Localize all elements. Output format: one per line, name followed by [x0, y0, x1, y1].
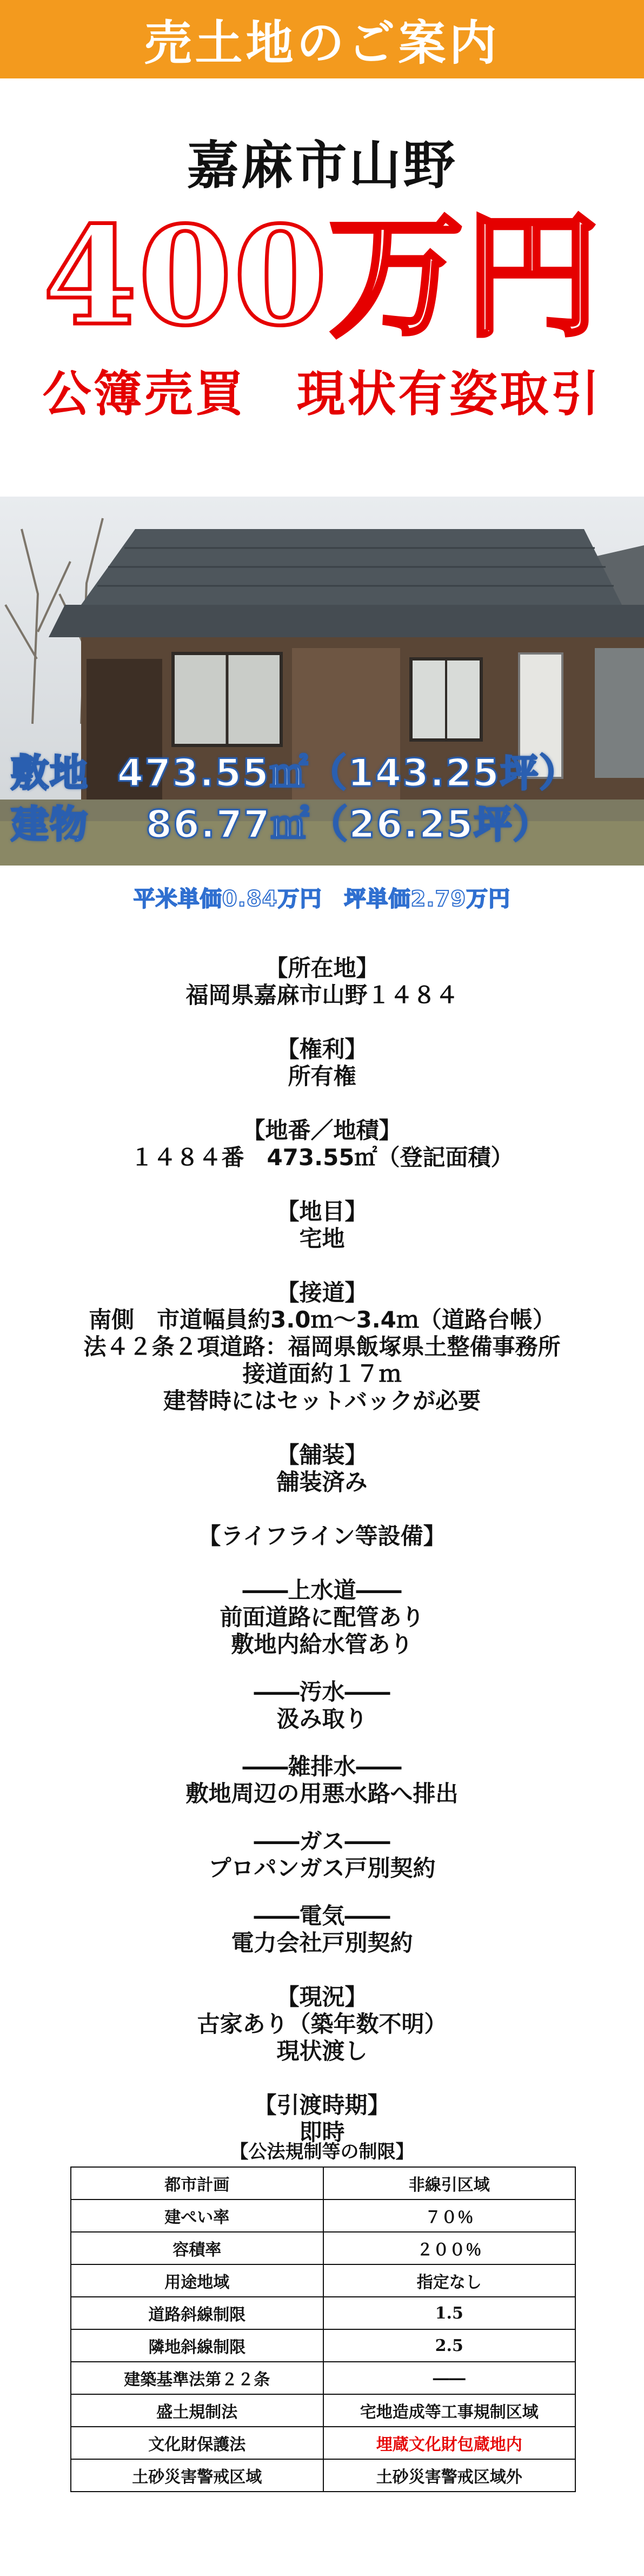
- reg-label: 建築基準法第２２条: [71, 2362, 323, 2394]
- reg-value: ７０％: [323, 2199, 576, 2232]
- reg-label: 道路斜線制限: [71, 2297, 323, 2329]
- table-row: [71, 2427, 575, 2459]
- lifeline-title: ――ガス――: [254, 1828, 390, 1854]
- table-row: [71, 2264, 575, 2297]
- detail-line: 福岡県嘉麻市山野１４８４: [185, 982, 459, 1008]
- regulations-title: 【公法規制等の制限】: [230, 2141, 414, 2163]
- table-row: [71, 2297, 575, 2329]
- reg-value: 宅地造成等工事規制区域: [323, 2394, 576, 2427]
- detail-heading: 【舗装】: [276, 1442, 368, 1468]
- lifeline-electricity: [0, 1903, 644, 1957]
- detail-line: プロパンガス戸別契約: [208, 1855, 436, 1881]
- detail-line: 舗装済み: [276, 1469, 368, 1495]
- property-details: [0, 955, 644, 2173]
- reg-label: 用途地域: [71, 2264, 323, 2297]
- reg-value: 指定なし: [323, 2264, 576, 2297]
- lifeline-title: ――汚水――: [254, 1679, 390, 1705]
- reg-label: 容積率: [71, 2232, 323, 2264]
- location-heading: 嘉麻市山野: [187, 135, 457, 196]
- detail-heading: 【地目】: [276, 1198, 368, 1225]
- detail-heading: 【権利】: [276, 1036, 368, 1062]
- reg-value: 非線引区域: [323, 2167, 576, 2199]
- banner-title: 売土地のご案内: [144, 15, 500, 71]
- detail-line: 宅地: [299, 1225, 345, 1252]
- reg-value: 土砂災害警戒区域外: [323, 2459, 576, 2492]
- lifeline-title: ――電気――: [254, 1903, 390, 1929]
- detail-line: 南側 市道幅員約3.0ｍ～3.4ｍ（道路台帳）: [89, 1306, 555, 1333]
- detail-line: 敷地周辺の用悪水路へ排出: [185, 1780, 459, 1807]
- reg-label: 土砂災害警戒区域: [71, 2459, 323, 2492]
- detail-land-category: [0, 1198, 644, 1252]
- transaction-subtitle: 公簿売買 現状有姿取引: [42, 366, 602, 422]
- detail-lot: [0, 1117, 644, 1171]
- price-heading: 400万円: [43, 196, 601, 355]
- reg-value: 2.5: [323, 2329, 576, 2362]
- reg-value: ２００％: [323, 2232, 576, 2264]
- reg-label: 隣地斜線制限: [71, 2329, 323, 2362]
- detail-line: 所有権: [288, 1063, 356, 1089]
- reg-value: ――: [323, 2362, 576, 2394]
- reg-value-highlight: 埋蔵文化財包蔵地内: [323, 2427, 576, 2459]
- detail-heading: 【所在地】: [265, 955, 379, 981]
- detail-rights: [0, 1036, 644, 1090]
- regulations-table: [70, 2167, 576, 2492]
- building-area-label: 建物 86.77㎡（26.25坪）: [11, 802, 552, 847]
- detail-line: 汲み取り: [276, 1706, 368, 1732]
- detail-heading: 【ライフライン等設備】: [198, 1523, 446, 1549]
- detail-line: 前面道路に配管あり: [220, 1604, 424, 1630]
- detail-line: 即時: [299, 2119, 345, 2145]
- detail-line: １４８４番 473.55㎡（登記面積）: [130, 1144, 514, 1171]
- unit-price-label: 平米単価0.84万円 坪単価2.79万円: [133, 887, 511, 911]
- detail-heading: 【引渡時期】: [254, 2092, 390, 2118]
- table-row: [71, 2459, 575, 2492]
- table-row: [71, 2199, 575, 2232]
- lifeline-sewage: [0, 1679, 644, 1733]
- lifeline-drainage: [0, 1753, 644, 1807]
- detail-lifeline: [0, 1523, 644, 1957]
- detail-pavement: [0, 1442, 644, 1496]
- detail-line: 接道面約１７ｍ: [242, 1360, 402, 1387]
- detail-line: 現状渡し: [276, 2038, 368, 2064]
- reg-value: 1.5: [323, 2297, 576, 2329]
- reg-label: 文化財保護法: [71, 2427, 323, 2459]
- detail-line: 法４２条２項道路：福岡県飯塚県土整備事務所: [83, 1333, 561, 1360]
- table-row: [71, 2232, 575, 2264]
- lifeline-title: ――雑排水――: [242, 1753, 402, 1780]
- reg-label: 盛土規制法: [71, 2394, 323, 2427]
- detail-heading: 【接道】: [276, 1279, 368, 1306]
- detail-current-status: [0, 1984, 644, 2065]
- detail-location: [0, 955, 644, 1009]
- land-area-label: 敷地 473.55㎡（143.25坪）: [11, 751, 578, 795]
- reg-label: 都市計画: [71, 2167, 323, 2199]
- table-row: [71, 2329, 575, 2362]
- table-row: [71, 2394, 575, 2427]
- property-photo: [0, 497, 644, 866]
- lifeline-title: ――上水道――: [242, 1577, 402, 1603]
- detail-line: 電力会社戸別契約: [231, 1930, 413, 1956]
- lifeline-gas: [0, 1828, 644, 1882]
- table-row: [71, 2362, 575, 2394]
- table-row: [71, 2167, 575, 2199]
- detail-line: 建替時にはセットバックが必要: [163, 1388, 481, 1414]
- lifeline-water: [0, 1577, 644, 1658]
- detail-heading: 【現況】: [276, 1984, 368, 2010]
- detail-heading: 【地番／地積】: [242, 1117, 402, 1144]
- detail-line: 古家あり（築年数不明）: [197, 2011, 447, 2037]
- detail-line: 敷地内給水管あり: [231, 1631, 413, 1657]
- reg-label: 建ぺい率: [71, 2199, 323, 2232]
- title-banner: [0, 0, 644, 78]
- detail-road-access: [0, 1279, 644, 1415]
